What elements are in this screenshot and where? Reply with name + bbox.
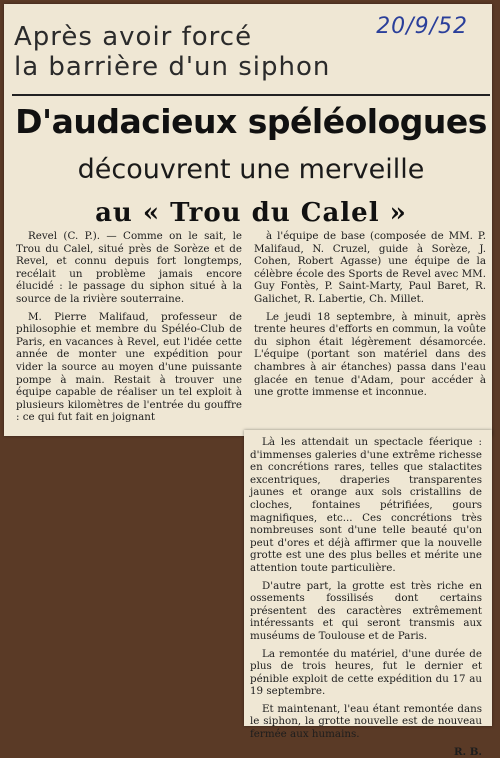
paragraph: M. Pierre Malifaud, professeur de philosophie et membre du Spéléo-Club de Paris, en vacances à Revel, eut l'idée cette année de monter une expédition pour vider la source au moyen d'une puissante pompe à main. Restait à trouver une équipe capable de réaliser un tel exploit à plusieurs kilomètres de l'entrée du gouffre : ce qui fut fait en joignant bbox=[16, 310, 242, 424]
clipping-top bbox=[4, 4, 492, 436]
paragraph: D'autre part, la grotte est très riche en ossements fossilisés dont certains présentent des caractères extrêmement intéressants et qui seront transmis aux muséums de Toulouse et de Paris. bbox=[250, 579, 482, 642]
paragraph: Là les attendait un spectacle féerique : d'immenses galeries d'une extrême richesse en concrétions rares, telles que stalactites excentriques, draperies transparentes jaunes et orange aux sols cristallins de cloches, fontaines pétrifiées, gours magnifiques, etc... Ces concrétions très nombreuses sont d'une telle beauté qu'on peut d'ores et déjà affirmer que la nouvelle grotte est une des plus belles et mérite une attention toute particulière. bbox=[250, 436, 482, 574]
subheadline-2: au « Trou du Calel » bbox=[95, 198, 407, 228]
headline: D'audacieux spéléologues bbox=[15, 102, 487, 141]
paragraph: La remontée du matériel, d'une durée de plus de trois heures, fut le dernier et pénible exploit de cette expédition du 17 au 19 septembre. bbox=[250, 647, 482, 698]
rule-top bbox=[12, 94, 490, 96]
signature: R. B. bbox=[453, 745, 482, 758]
paragraph: Le jeudi 18 septembre, à minuit, après trente heures d'efforts en commun, la voûte du siphon était légèrement désamorcée. L'équipe (portant son matériel dans des chambres à air étanches) passa dans l'eau glacée en tenue d'Adam, pour accéder à une grotte immense et inconnue. bbox=[254, 310, 486, 399]
handwritten-date: 20/9/52 bbox=[376, 14, 468, 39]
subheadline: découvrent une merveille bbox=[77, 154, 425, 185]
clipping-right bbox=[244, 430, 492, 758]
column-2 bbox=[254, 230, 486, 404]
kicker-line-1: Après avoir forcé bbox=[14, 22, 253, 52]
kicker bbox=[14, 22, 374, 82]
paragraph: à l'équipe de base (composée de MM. P. Malifaud, N. Cruzel, guide à Sorèze, J. Cohen, Robert Agasse) une équipe de la célèbre école des Sports de Revel avec MM. Guy Fontès, P. Saint-Marty, Paul Baret, R. Galichet, R. Labertie, Ch. Millet. bbox=[254, 230, 486, 305]
column-1 bbox=[16, 230, 242, 429]
kicker-line-2: la barrière d'un siphon bbox=[14, 52, 331, 82]
paragraph: Et maintenant, l'eau étant remontée dans le siphon, la grotte nouvelle est de nouveau fermée aux humains. bbox=[250, 702, 482, 741]
column-3 bbox=[250, 436, 482, 758]
paragraph: Revel (C. P.). — Comme on le sait, le Trou du Calel, situé près de Sorèze et de Revel, et connu depuis fort longtemps, recélait un problème jamais encore élucidé : le passage du siphon situé à la source de la rivière souterraine. bbox=[16, 230, 242, 305]
